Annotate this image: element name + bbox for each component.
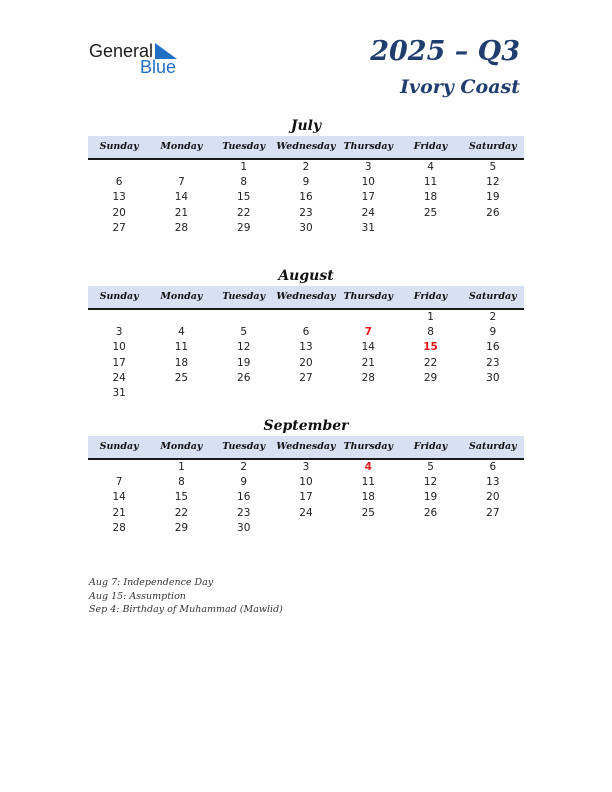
weekday-label: Monday <box>160 291 203 302</box>
week-row <box>88 206 524 221</box>
weekday-label: Saturday <box>469 441 517 452</box>
week-row <box>88 521 524 536</box>
day-cell: 19 <box>423 491 438 504</box>
day-cell: 4 <box>427 161 434 173</box>
day-cell: 25 <box>174 371 189 384</box>
day-cell: 28 <box>361 371 375 384</box>
day-cell: 14 <box>174 191 189 204</box>
day-cell: 26 <box>237 371 251 384</box>
day-cell: 9 <box>240 476 248 489</box>
day-cell: 26 <box>486 206 500 219</box>
day-cell: 17 <box>361 191 375 204</box>
empty-day-cell <box>88 160 150 175</box>
weekday-label: Tuesday <box>222 141 266 152</box>
weekday-label: Thursday <box>343 291 394 302</box>
empty-day-cell <box>462 386 524 401</box>
day-cell: 25 <box>423 206 438 219</box>
month-grid <box>88 160 524 236</box>
week-row <box>88 310 524 325</box>
weekday-label: Wednesday <box>276 291 336 302</box>
empty-day-cell <box>88 460 150 475</box>
day-cell: 16 <box>486 341 500 354</box>
week-row <box>88 325 524 340</box>
day-cell: 10 <box>299 476 313 489</box>
weekday-label: Monday <box>160 441 203 452</box>
day-cell: 12 <box>423 476 438 489</box>
holiday-note: Sep 4: Birthday of Muhammad (Mawlid) <box>89 604 283 615</box>
day-cell: 28 <box>174 221 189 234</box>
empty-day-cell <box>399 521 461 536</box>
day-cell: 24 <box>361 206 375 219</box>
day-cell: 11 <box>361 476 375 489</box>
day-cell: 4 <box>364 461 372 473</box>
day-cell: 23 <box>299 206 313 219</box>
week-row <box>88 340 524 355</box>
day-cell: 5 <box>427 461 434 473</box>
month-name: July <box>290 118 322 134</box>
week-row <box>88 371 524 386</box>
week-row <box>88 160 524 175</box>
empty-day-cell <box>337 310 399 325</box>
week-row <box>88 175 524 190</box>
logo-blue-text: Blue <box>140 57 177 77</box>
day-cell: 23 <box>486 356 500 369</box>
day-cell: 21 <box>174 206 189 219</box>
day-cell: 21 <box>112 506 126 519</box>
day-cell: 20 <box>486 491 500 504</box>
weekday-label: Sunday <box>99 441 139 452</box>
day-cell: 4 <box>178 326 185 339</box>
page-title: 2025 – Q3 <box>370 36 520 67</box>
holiday-note: Aug 15: Assumption <box>89 590 186 602</box>
day-cell: 16 <box>299 191 313 204</box>
day-cell: 3 <box>302 461 310 473</box>
weekday-label: Tuesday <box>222 291 266 302</box>
week-row <box>88 490 524 505</box>
day-cell: 19 <box>486 191 500 204</box>
empty-day-cell <box>399 386 461 401</box>
weekday-label: Saturday <box>469 141 517 152</box>
day-cell: 18 <box>423 191 438 204</box>
day-cell: 12 <box>486 176 500 189</box>
week-row <box>88 356 524 371</box>
empty-day-cell <box>337 386 399 401</box>
day-cell: 5 <box>240 326 248 339</box>
empty-day-cell <box>275 386 337 401</box>
empty-day-cell <box>399 221 461 236</box>
day-cell: 20 <box>299 356 313 369</box>
weekday-label: Wednesday <box>276 441 336 452</box>
day-cell: 15 <box>174 491 189 504</box>
day-cell: 23 <box>237 506 251 519</box>
week-row <box>88 460 524 475</box>
empty-day-cell <box>462 521 524 536</box>
month-july <box>88 116 524 236</box>
holiday-notes <box>89 576 283 617</box>
day-cell: 17 <box>112 356 126 369</box>
day-cell: 7 <box>115 476 123 489</box>
week-row <box>88 190 524 205</box>
day-cell: 20 <box>112 206 126 219</box>
holiday-note: Aug 7: Independence Day <box>89 577 214 588</box>
day-cell: 12 <box>237 341 251 354</box>
weekday-label: Sunday <box>99 141 139 152</box>
day-cell: 1 <box>427 311 434 323</box>
day-cell: 13 <box>486 476 500 489</box>
weekday-label: Friday <box>413 441 448 452</box>
day-cell: 26 <box>423 506 438 519</box>
day-cell: 2 <box>489 311 497 323</box>
week-row <box>88 475 524 490</box>
weekday-label: Friday <box>413 291 448 302</box>
day-cell: 31 <box>112 386 126 399</box>
day-cell: 15 <box>423 341 438 354</box>
day-cell: 9 <box>489 326 497 339</box>
day-cell: 16 <box>237 491 251 504</box>
day-cell: 19 <box>237 356 251 369</box>
month-grid <box>88 460 524 536</box>
day-cell: 27 <box>486 506 500 519</box>
day-cell: 15 <box>237 191 251 204</box>
empty-day-cell <box>275 521 337 536</box>
month-name: September <box>263 418 349 434</box>
day-cell: 22 <box>237 206 251 219</box>
day-cell: 29 <box>237 221 251 234</box>
day-cell: 1 <box>178 461 185 473</box>
day-cell: 14 <box>112 491 126 504</box>
day-cell: 10 <box>361 176 375 189</box>
day-cell: 6 <box>115 176 123 189</box>
day-cell: 7 <box>178 176 185 189</box>
day-cell: 22 <box>174 506 189 519</box>
weekday-label: Thursday <box>343 441 394 452</box>
logo <box>89 40 199 80</box>
month-grid <box>88 310 524 401</box>
country-subtitle: Ivory Coast <box>400 76 520 98</box>
day-cell: 27 <box>299 371 313 384</box>
empty-day-cell <box>88 310 150 325</box>
month-september <box>88 416 524 536</box>
day-cell: 24 <box>112 371 126 384</box>
weekday-label: Saturday <box>469 291 517 302</box>
weekday-label: Monday <box>160 141 203 152</box>
day-cell: 27 <box>112 221 126 234</box>
day-cell: 30 <box>299 221 313 234</box>
weekday-header <box>88 136 524 160</box>
day-cell: 2 <box>302 161 310 173</box>
day-cell: 5 <box>489 161 497 173</box>
day-cell: 8 <box>240 176 248 189</box>
day-cell: 25 <box>361 506 375 519</box>
day-cell: 8 <box>427 326 434 339</box>
day-cell: 3 <box>115 326 123 339</box>
weekday-label: Friday <box>413 141 448 152</box>
empty-day-cell <box>275 310 337 325</box>
day-cell: 29 <box>174 521 189 534</box>
weekday-header <box>88 436 524 460</box>
week-row <box>88 386 524 401</box>
weekday-label: Wednesday <box>276 141 336 152</box>
month-name: August <box>278 268 334 284</box>
week-row <box>88 221 524 236</box>
weekday-label: Tuesday <box>222 441 266 452</box>
day-cell: 18 <box>174 356 189 369</box>
day-cell: 13 <box>112 191 126 204</box>
empty-day-cell <box>213 386 275 401</box>
day-cell: 21 <box>361 356 375 369</box>
day-cell: 24 <box>299 506 313 519</box>
day-cell: 3 <box>364 161 372 173</box>
day-cell: 8 <box>178 476 185 489</box>
empty-day-cell <box>150 160 212 175</box>
weekday-label: Sunday <box>99 291 139 302</box>
day-cell: 30 <box>237 521 251 534</box>
day-cell: 10 <box>112 341 126 354</box>
day-cell: 31 <box>361 221 375 234</box>
day-cell: 6 <box>489 461 497 473</box>
logo-general-text: General <box>89 41 154 61</box>
day-cell: 7 <box>364 326 372 339</box>
month-august <box>88 266 524 401</box>
empty-day-cell <box>462 221 524 236</box>
empty-day-cell <box>150 310 212 325</box>
day-cell: 22 <box>423 356 438 369</box>
day-cell: 14 <box>361 341 375 354</box>
day-cell: 13 <box>299 341 313 354</box>
day-cell: 11 <box>174 341 189 354</box>
day-cell: 2 <box>240 461 248 473</box>
day-cell: 1 <box>240 161 248 173</box>
day-cell: 29 <box>423 371 438 384</box>
day-cell: 18 <box>361 491 375 504</box>
day-cell: 28 <box>112 521 126 534</box>
empty-day-cell <box>213 310 275 325</box>
week-row <box>88 506 524 521</box>
empty-day-cell <box>150 386 212 401</box>
day-cell: 11 <box>423 176 438 189</box>
day-cell: 6 <box>302 326 310 339</box>
day-cell: 30 <box>486 371 500 384</box>
weekday-header <box>88 286 524 310</box>
empty-day-cell <box>337 521 399 536</box>
weekday-label: Thursday <box>343 141 394 152</box>
day-cell: 9 <box>302 176 310 189</box>
day-cell: 17 <box>299 491 313 504</box>
